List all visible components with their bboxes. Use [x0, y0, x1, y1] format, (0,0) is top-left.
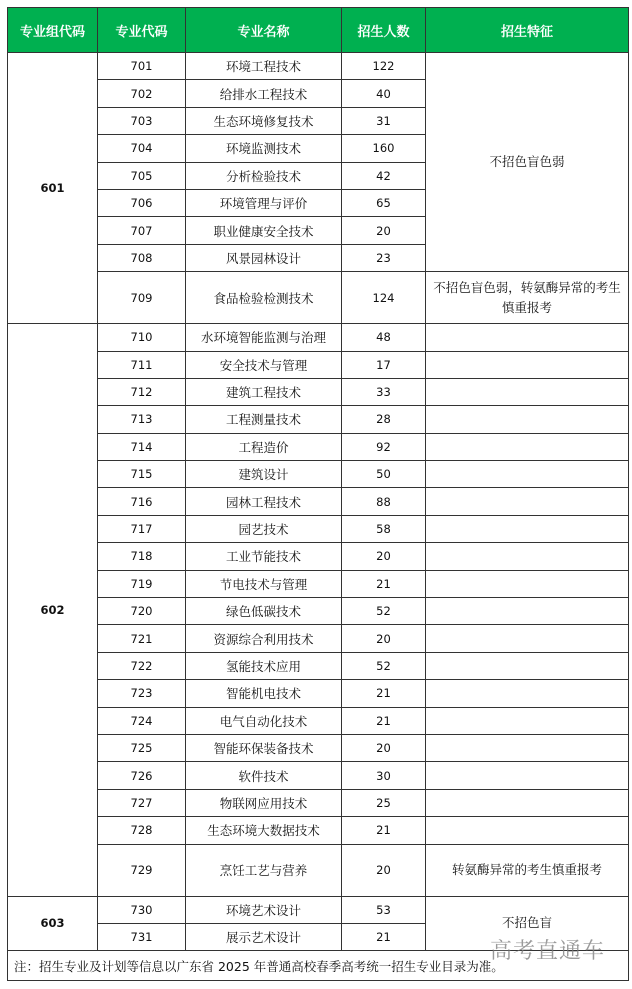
- major-name: 建筑工程技术: [186, 378, 342, 405]
- enrollment-count: 124: [342, 272, 426, 324]
- major-code: 702: [98, 80, 186, 107]
- major-code: 715: [98, 461, 186, 488]
- enrollment-feature: [426, 543, 629, 570]
- major-code: 729: [98, 844, 186, 896]
- enrollment-feature: [426, 762, 629, 789]
- major-code: 731: [98, 923, 186, 950]
- enrollment-count: 48: [342, 324, 426, 351]
- major-code: 706: [98, 189, 186, 216]
- table-row: [8, 433, 629, 460]
- major-name: 工业节能技术: [186, 543, 342, 570]
- enrollment-table: [7, 7, 629, 981]
- enrollment-count: 31: [342, 107, 426, 134]
- major-code: 709: [98, 272, 186, 324]
- enrollment-count: 28: [342, 406, 426, 433]
- enrollment-feature: [426, 488, 629, 515]
- major-name: 资源综合利用技术: [186, 625, 342, 652]
- enrollment-count: 20: [342, 625, 426, 652]
- major-name: 安全技术与管理: [186, 351, 342, 378]
- table-row: [8, 762, 629, 789]
- enrollment-feature: [426, 351, 629, 378]
- enrollment-count: 20: [342, 217, 426, 244]
- enrollment-count: 21: [342, 817, 426, 844]
- enrollment-count: 50: [342, 461, 426, 488]
- table-row: [8, 789, 629, 816]
- major-code: 703: [98, 107, 186, 134]
- enrollment-count: 21: [342, 707, 426, 734]
- major-code: 710: [98, 324, 186, 351]
- table-row: [8, 734, 629, 761]
- major-name: 工程造价: [186, 433, 342, 460]
- major-name: 智能环保装备技术: [186, 734, 342, 761]
- enrollment-feature: [426, 461, 629, 488]
- table-row: [8, 53, 629, 80]
- table-row: [8, 378, 629, 405]
- table-row: [8, 324, 629, 351]
- major-name: 物联网应用技术: [186, 789, 342, 816]
- table-row: [8, 570, 629, 597]
- major-name: 展示艺术设计: [186, 923, 342, 950]
- table-row: [8, 680, 629, 707]
- major-code: 726: [98, 762, 186, 789]
- major-code: 707: [98, 217, 186, 244]
- major-name: 职业健康安全技术: [186, 217, 342, 244]
- group-code: 601: [8, 53, 98, 324]
- major-code: 713: [98, 406, 186, 433]
- enrollment-count: 20: [342, 543, 426, 570]
- enrollment-feature: [426, 378, 629, 405]
- header-features: 招生特征: [426, 8, 629, 53]
- enrollment-count: 33: [342, 378, 426, 405]
- enrollment-count: 20: [342, 734, 426, 761]
- table-row: [8, 625, 629, 652]
- major-name: 氢能技术应用: [186, 652, 342, 679]
- enrollment-count: 65: [342, 189, 426, 216]
- enrollment-feature: [426, 324, 629, 351]
- major-name: 绿色低碳技术: [186, 598, 342, 625]
- major-code: 718: [98, 543, 186, 570]
- enrollment-count: 23: [342, 244, 426, 271]
- enrollment-count: 30: [342, 762, 426, 789]
- enrollment-count: 160: [342, 135, 426, 162]
- major-code: 727: [98, 789, 186, 816]
- enrollment-feature: [426, 433, 629, 460]
- major-name: 节电技术与管理: [186, 570, 342, 597]
- major-name: 建筑设计: [186, 461, 342, 488]
- major-name: 环境监测技术: [186, 135, 342, 162]
- header-row: [8, 8, 629, 53]
- major-name: 生态环境大数据技术: [186, 817, 342, 844]
- major-name: 电气自动化技术: [186, 707, 342, 734]
- table-row: [8, 598, 629, 625]
- major-name: 工程测量技术: [186, 406, 342, 433]
- group-code: 603: [8, 896, 98, 951]
- major-code: 730: [98, 896, 186, 923]
- enrollment-count: 88: [342, 488, 426, 515]
- enrollment-count: 53: [342, 896, 426, 923]
- enrollment-count: 21: [342, 570, 426, 597]
- major-name: 食品检验检测技术: [186, 272, 342, 324]
- major-name: 生态环境修复技术: [186, 107, 342, 134]
- enrollment-count: 21: [342, 680, 426, 707]
- major-name: 分析检验技术: [186, 162, 342, 189]
- enrollment-count: 17: [342, 351, 426, 378]
- major-code: 721: [98, 625, 186, 652]
- major-code: 705: [98, 162, 186, 189]
- table-row: [8, 707, 629, 734]
- enrollment-feature: [426, 406, 629, 433]
- enrollment-feature: 不招色盲色弱: [426, 53, 629, 272]
- enrollment-count: 42: [342, 162, 426, 189]
- enrollment-feature: [426, 734, 629, 761]
- table-row: [8, 844, 629, 896]
- enrollment-count: 122: [342, 53, 426, 80]
- enrollment-feature: [426, 652, 629, 679]
- table-row: [8, 652, 629, 679]
- major-name: 园林工程技术: [186, 488, 342, 515]
- major-code: 712: [98, 378, 186, 405]
- enrollment-count: 20: [342, 844, 426, 896]
- enrollment-count: 52: [342, 598, 426, 625]
- table-row: [8, 543, 629, 570]
- table-row: [8, 351, 629, 378]
- enrollment-feature: 不招色盲: [426, 896, 629, 951]
- major-name: 烹饪工艺与营养: [186, 844, 342, 896]
- footnote: 注：招生专业及计划等信息以广东省 2025 年普通高校春季高考统一招生专业目录为准。: [8, 951, 629, 981]
- enrollment-count: 58: [342, 515, 426, 542]
- table-row: [8, 515, 629, 542]
- major-code: 728: [98, 817, 186, 844]
- major-code: 725: [98, 734, 186, 761]
- enrollment-feature: [426, 598, 629, 625]
- major-name: 环境艺术设计: [186, 896, 342, 923]
- major-name: 风景园林设计: [186, 244, 342, 271]
- major-code: 701: [98, 53, 186, 80]
- enrollment-count: 40: [342, 80, 426, 107]
- major-code: 711: [98, 351, 186, 378]
- enrollment-feature: [426, 789, 629, 816]
- major-code: 716: [98, 488, 186, 515]
- header-major-code: 专业代码: [98, 8, 186, 53]
- enrollment-feature: 不招色盲色弱，转氨酶异常的考生慎重报考: [426, 272, 629, 324]
- enrollment-feature: [426, 817, 629, 844]
- group-code: 602: [8, 324, 98, 896]
- enrollment-count: 25: [342, 789, 426, 816]
- major-code: 717: [98, 515, 186, 542]
- major-code: 708: [98, 244, 186, 271]
- enrollment-count: 21: [342, 923, 426, 950]
- table-row: [8, 406, 629, 433]
- major-name: 智能机电技术: [186, 680, 342, 707]
- table-row: [8, 817, 629, 844]
- major-code: 720: [98, 598, 186, 625]
- enrollment-feature: [426, 707, 629, 734]
- table-row: [8, 272, 629, 324]
- enrollment-feature: [426, 680, 629, 707]
- enrollment-feature: [426, 625, 629, 652]
- major-name: 水环境智能监测与治理: [186, 324, 342, 351]
- major-code: 714: [98, 433, 186, 460]
- enrollment-count: 92: [342, 433, 426, 460]
- enrollment-feature: [426, 570, 629, 597]
- major-code: 719: [98, 570, 186, 597]
- major-name: 软件技术: [186, 762, 342, 789]
- major-name: 给排水工程技术: [186, 80, 342, 107]
- table-row: [8, 461, 629, 488]
- header-enrollment: 招生人数: [342, 8, 426, 53]
- table-row: [8, 896, 629, 923]
- major-name: 环境工程技术: [186, 53, 342, 80]
- major-code: 722: [98, 652, 186, 679]
- table-row: [8, 488, 629, 515]
- header-major-name: 专业名称: [186, 8, 342, 53]
- enrollment-feature: 转氨酶异常的考生慎重报考: [426, 844, 629, 896]
- major-name: 环境管理与评价: [186, 189, 342, 216]
- enrollment-feature: [426, 515, 629, 542]
- major-code: 704: [98, 135, 186, 162]
- major-name: 园艺技术: [186, 515, 342, 542]
- major-code: 724: [98, 707, 186, 734]
- major-code: 723: [98, 680, 186, 707]
- enrollment-count: 52: [342, 652, 426, 679]
- header-group-code: 专业组代码: [8, 8, 98, 53]
- watermark: 高考直通车: [490, 939, 606, 964]
